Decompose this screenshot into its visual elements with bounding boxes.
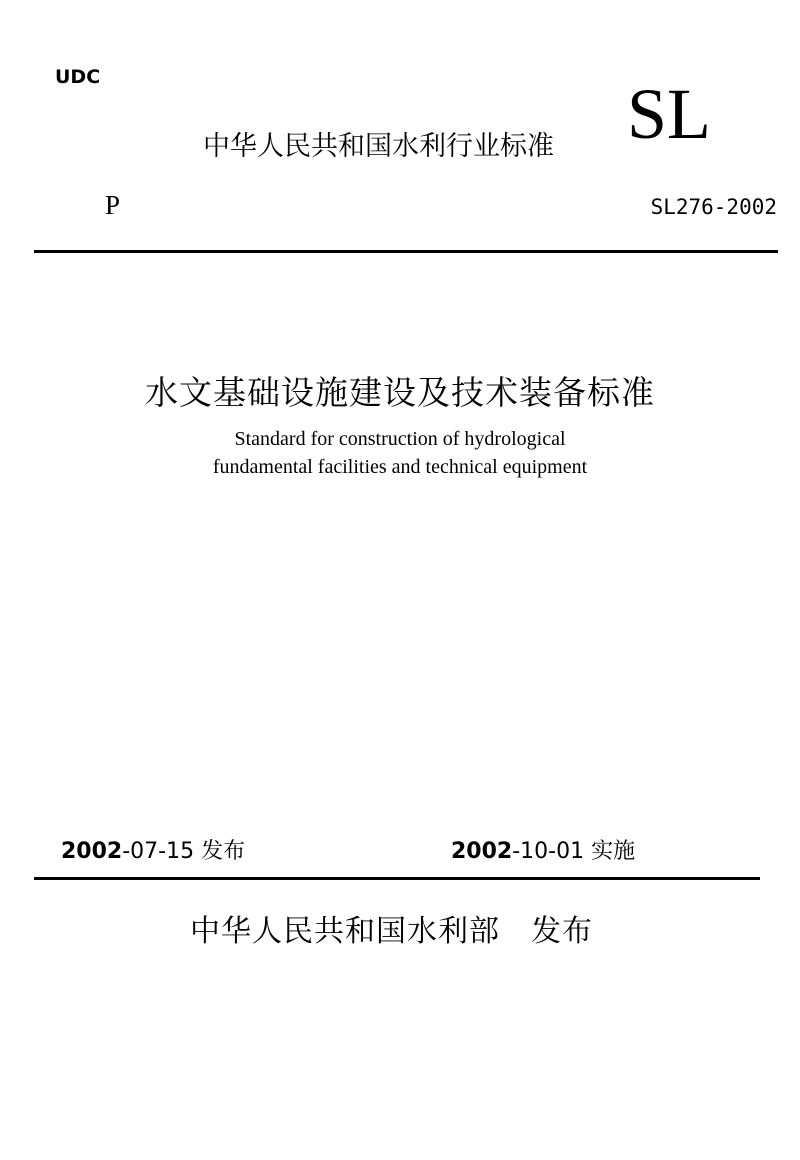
udc-label: UDC: [55, 66, 101, 88]
standard-code: SL: [627, 74, 712, 154]
header-title: 中华人民共和国水利行业标准: [203, 131, 554, 162]
standard-number: SL276-2002: [650, 195, 777, 219]
implementation-date: [451, 834, 635, 865]
publisher: 中华人民共和国水利部 发布: [190, 914, 593, 949]
implementation-date-rest: -10-01 实施: [512, 839, 636, 864]
issue-date-rest: -07-15 发布: [122, 839, 246, 864]
classification-code: P: [105, 190, 121, 220]
english-title-line-2: fundamental facilities and technical equipment: [212, 456, 588, 478]
issue-year: 2002: [61, 839, 123, 864]
bottom-divider: [34, 877, 760, 880]
top-divider: [34, 250, 778, 253]
implementation-year: 2002: [451, 839, 513, 864]
document-title: 水文基础设施建设及技术装备标准: [145, 373, 655, 412]
english-title-line-1: Standard for construction of hydrological: [234, 428, 566, 450]
issue-date: [61, 834, 245, 865]
